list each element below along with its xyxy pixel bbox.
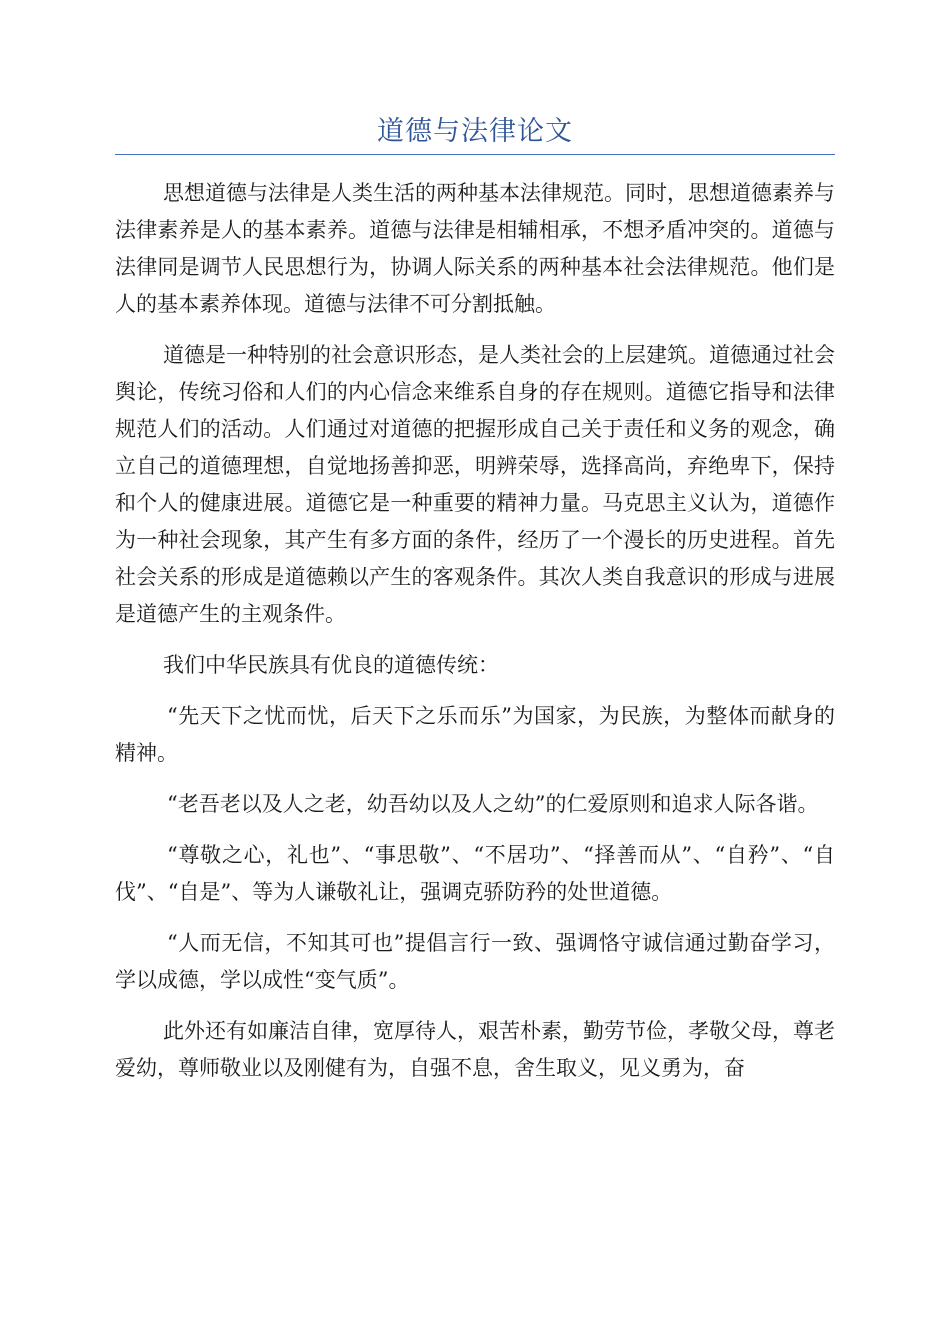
title-underline bbox=[115, 154, 835, 155]
document-body bbox=[115, 175, 835, 1101]
document-title: 道德与法律论文 bbox=[377, 116, 573, 147]
paragraph: 此外还有如廉洁自律，宽厚待人，艰苦朴素，勤劳节俭，孝敬父母，尊老爱幼，尊师敬业以及刚健有为，自强不息，舍生取义，见义勇为，奋 bbox=[115, 1019, 835, 1080]
quote-paragraph: “先天下之忧而忧，后天下之乐而乐”为国家，为民族，为整体而献身的精神。 bbox=[115, 704, 835, 765]
paragraph: 思想道德与法律是人类生活的两种基本法律规范。同时，思想道德素养与法律素养是人的基本素养。道德与法律是相辅相承，不想矛盾冲突的。道德与法律同是调节人民思想行为，协调人际关系的两种基本社会法律规范。他们是人的基本素养体现。道德与法律不可分割抵触。 bbox=[115, 181, 835, 316]
paragraph: 道德是一种特别的社会意识形态，是人类社会的上层建筑。道德通过社会舆论，传统习俗和人们的内心信念来维系自身的存在规则。道德它指导和法律规范人们的活动。人们通过对道德的把握形成自己关于责任和义务的观念，确立自己的道德理想，自觉地扬善抑恶，明辨荣辱，选择高尚，弃绝卑下，保持和个人的健康进展。道德它是一种重要的精神力量。马克思主义认为，道德作为一种社会现象，其产生有多方面的条件，经历了一个漫长的历史进程。首先社会关系的形成是道德赖以产生的客观条件。其次人类自我意识的形成与进展是道德产生的主观条件。 bbox=[115, 343, 835, 626]
paragraph: 我们中华民族具有优良的道德传统： bbox=[163, 653, 499, 677]
quote-paragraph: “人而无信，不知其可也”提倡言行一致、强调恪守诚信通过勤奋学习，学以成德，学以成性“变气质”。 bbox=[115, 931, 835, 992]
quote-paragraph: “老吾老以及人之老，幼吾幼以及人之幼”的仁爱原则和追求人际各谐。 bbox=[167, 792, 819, 816]
quote-paragraph: “尊敬之心，礼也”、“事思敬”、“不居功”、“择善而从”、“自矜”、“自伐”、“自是”、等为人谦敬礼让，强调克骄防矜的处世道德。 bbox=[115, 843, 835, 904]
